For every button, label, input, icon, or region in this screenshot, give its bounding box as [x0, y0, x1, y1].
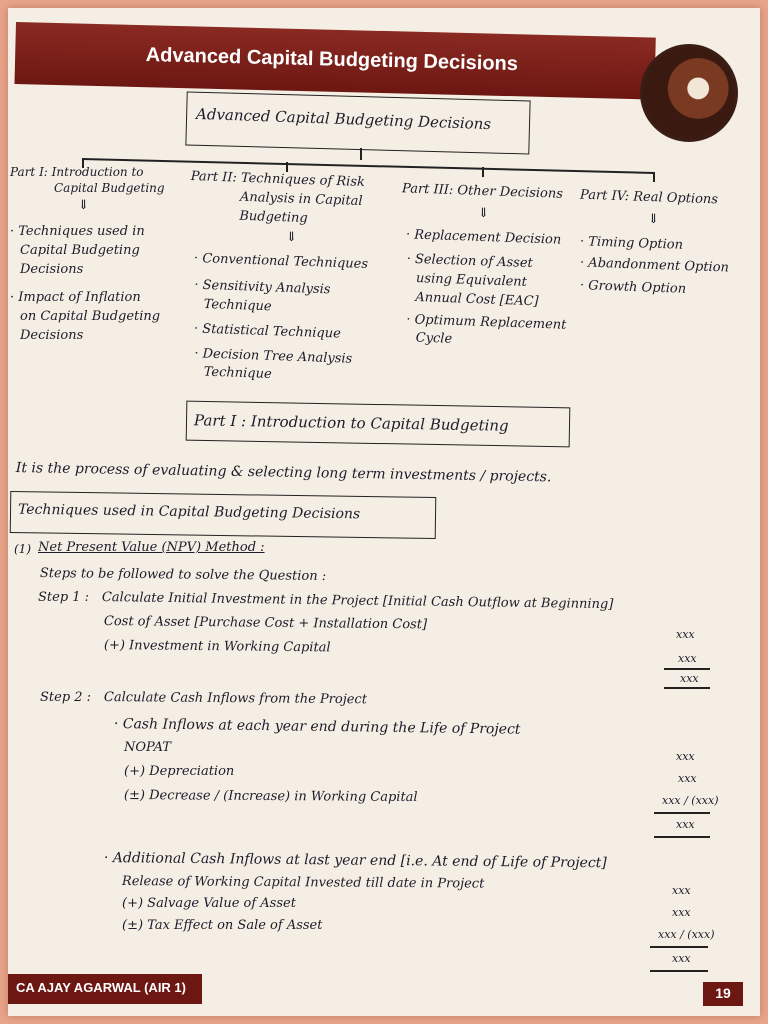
- step1-total-line-bottom: [664, 687, 710, 689]
- part4-arrow: ⇓: [648, 212, 659, 227]
- terminal-amount-release: xxx: [672, 884, 691, 897]
- step2-total: xxx: [676, 818, 695, 831]
- step2-total-line-top: [654, 812, 710, 814]
- step2-bullet-annual-inflows: · Cash Inflows at each year end during the Life of Project: [113, 716, 521, 738]
- part3-item-eac: · Selection of Asset using Equivalent Annual Cost [EAC]: [406, 251, 539, 310]
- part4-heading: Part IV: Real Options: [579, 187, 719, 208]
- definition-text: It is the process of evaluating & selecting long term investments / projects.: [15, 460, 552, 486]
- diagram-drop-4: [653, 172, 655, 182]
- part1-item-techniques: · Techniques used in Capital Budgeting Decisions: [10, 224, 145, 277]
- part3-arrow: ⇓: [478, 206, 489, 221]
- step1-amount-2: xxx: [678, 652, 697, 665]
- terminal-total-line-bottom: [650, 970, 708, 972]
- diagram-branch-line: [82, 158, 654, 173]
- step2-depreciation: (+) Depreciation: [124, 764, 235, 779]
- terminal-total-line-top: [650, 946, 708, 948]
- step1-text: Calculate Initial Investment in the Project [Initial Cash Outflow at Beginning]: [101, 590, 614, 613]
- part3-heading: Part III: Other Decisions: [401, 181, 564, 202]
- page-number: 19: [715, 985, 731, 1001]
- diagram-stem: [360, 148, 362, 160]
- npv-number: (1): [14, 542, 31, 556]
- author-portrait: [640, 44, 738, 142]
- terminal-amount-tax: xxx / (xxx): [658, 928, 715, 941]
- part1-item-inflation: · Impact of Inflation on Capital Budgeting Decisions: [10, 290, 161, 343]
- part2-item-sensitivity: · Sensitivity Analysis Technique: [194, 277, 331, 315]
- step2-tax-effect: (±) Tax Effect on Sale of Asset: [122, 918, 323, 933]
- part2-item-conventional: · Conventional Techniques: [193, 250, 369, 273]
- page-title: Advanced Capital Budgeting Decisions: [145, 44, 519, 76]
- part2-item-statistical: · Statistical Technique: [193, 321, 342, 342]
- part2-arrow: ⇓: [286, 230, 297, 245]
- step1-total: xxx: [680, 672, 699, 685]
- step1-label: Step 1 :: [38, 590, 90, 605]
- step2-total-line-bottom: [654, 836, 710, 838]
- footer-page-badge: [703, 982, 743, 1006]
- steps-intro: Steps to be followed to solve the Question :: [39, 566, 327, 584]
- footer-author: CA AJAY AGARWAL (AIR 1): [16, 980, 186, 995]
- step2-label: Step 2 :: [40, 690, 92, 705]
- part4-item-timing: · Timing Option: [579, 234, 684, 253]
- terminal-amount-salvage: xxx: [672, 906, 691, 919]
- step2-salvage: (+) Salvage Value of Asset: [122, 896, 296, 911]
- diagram-drop-3: [482, 167, 484, 177]
- footer-author-badge: [8, 974, 202, 1004]
- step1-total-line-top: [664, 668, 710, 670]
- step2-amount-dep: xxx: [678, 772, 697, 785]
- part4-item-abandonment: · Abandonment Option: [579, 255, 730, 276]
- part3-item-replacement: · Replacement Decision: [405, 227, 562, 248]
- part1-heading: Part I: Introduction to Capital Budgeting: [10, 165, 165, 195]
- npv-heading: Net Present Value (NPV) Method :: [38, 540, 265, 555]
- step2-bullet-terminal-inflows: · Additional Cash Inflows at last year end [i.e. At end of Life of Project]: [103, 850, 607, 872]
- step1-cost-of-asset: Cost of Asset [Purchase Cost + Installation Cost]: [103, 614, 428, 633]
- step2-amount-wc: xxx / (xxx): [662, 794, 719, 807]
- section-part1-title: Part I : Introduction to Capital Budgeting: [193, 411, 509, 435]
- step1-working-capital: (+) Investment in Working Capital: [103, 638, 331, 656]
- part3-item-optimum: · Optimum Replacement Cycle: [406, 312, 567, 347]
- step2-working-capital: (±) Decrease / (Increase) in Working Capital: [123, 788, 418, 806]
- techniques-title: Techniques used in Capital Budgeting Decisions: [17, 501, 361, 523]
- terminal-total: xxx: [672, 952, 691, 965]
- step2-amount-nopat: xxx: [676, 750, 695, 763]
- part4-item-growth: · Growth Option: [579, 278, 687, 297]
- diagram-root-label: Advanced Capital Budgeting Decisions: [195, 104, 492, 134]
- step2-nopat: NOPAT: [124, 740, 171, 755]
- part1-arrow: ⇓: [78, 198, 89, 213]
- step2-release-wc: Release of Working Capital Invested till date in Project: [121, 874, 485, 892]
- page-sheet: [8, 8, 760, 1016]
- step1-amount-1: xxx: [676, 628, 695, 641]
- part2-heading: Part II: Techniques of Risk Analysis in Capital Budgeting: [190, 168, 366, 227]
- step2-text: Calculate Cash Inflows from the Project: [103, 690, 368, 708]
- part2-item-decision-tree: · Decision Tree Analysis Technique: [194, 346, 353, 382]
